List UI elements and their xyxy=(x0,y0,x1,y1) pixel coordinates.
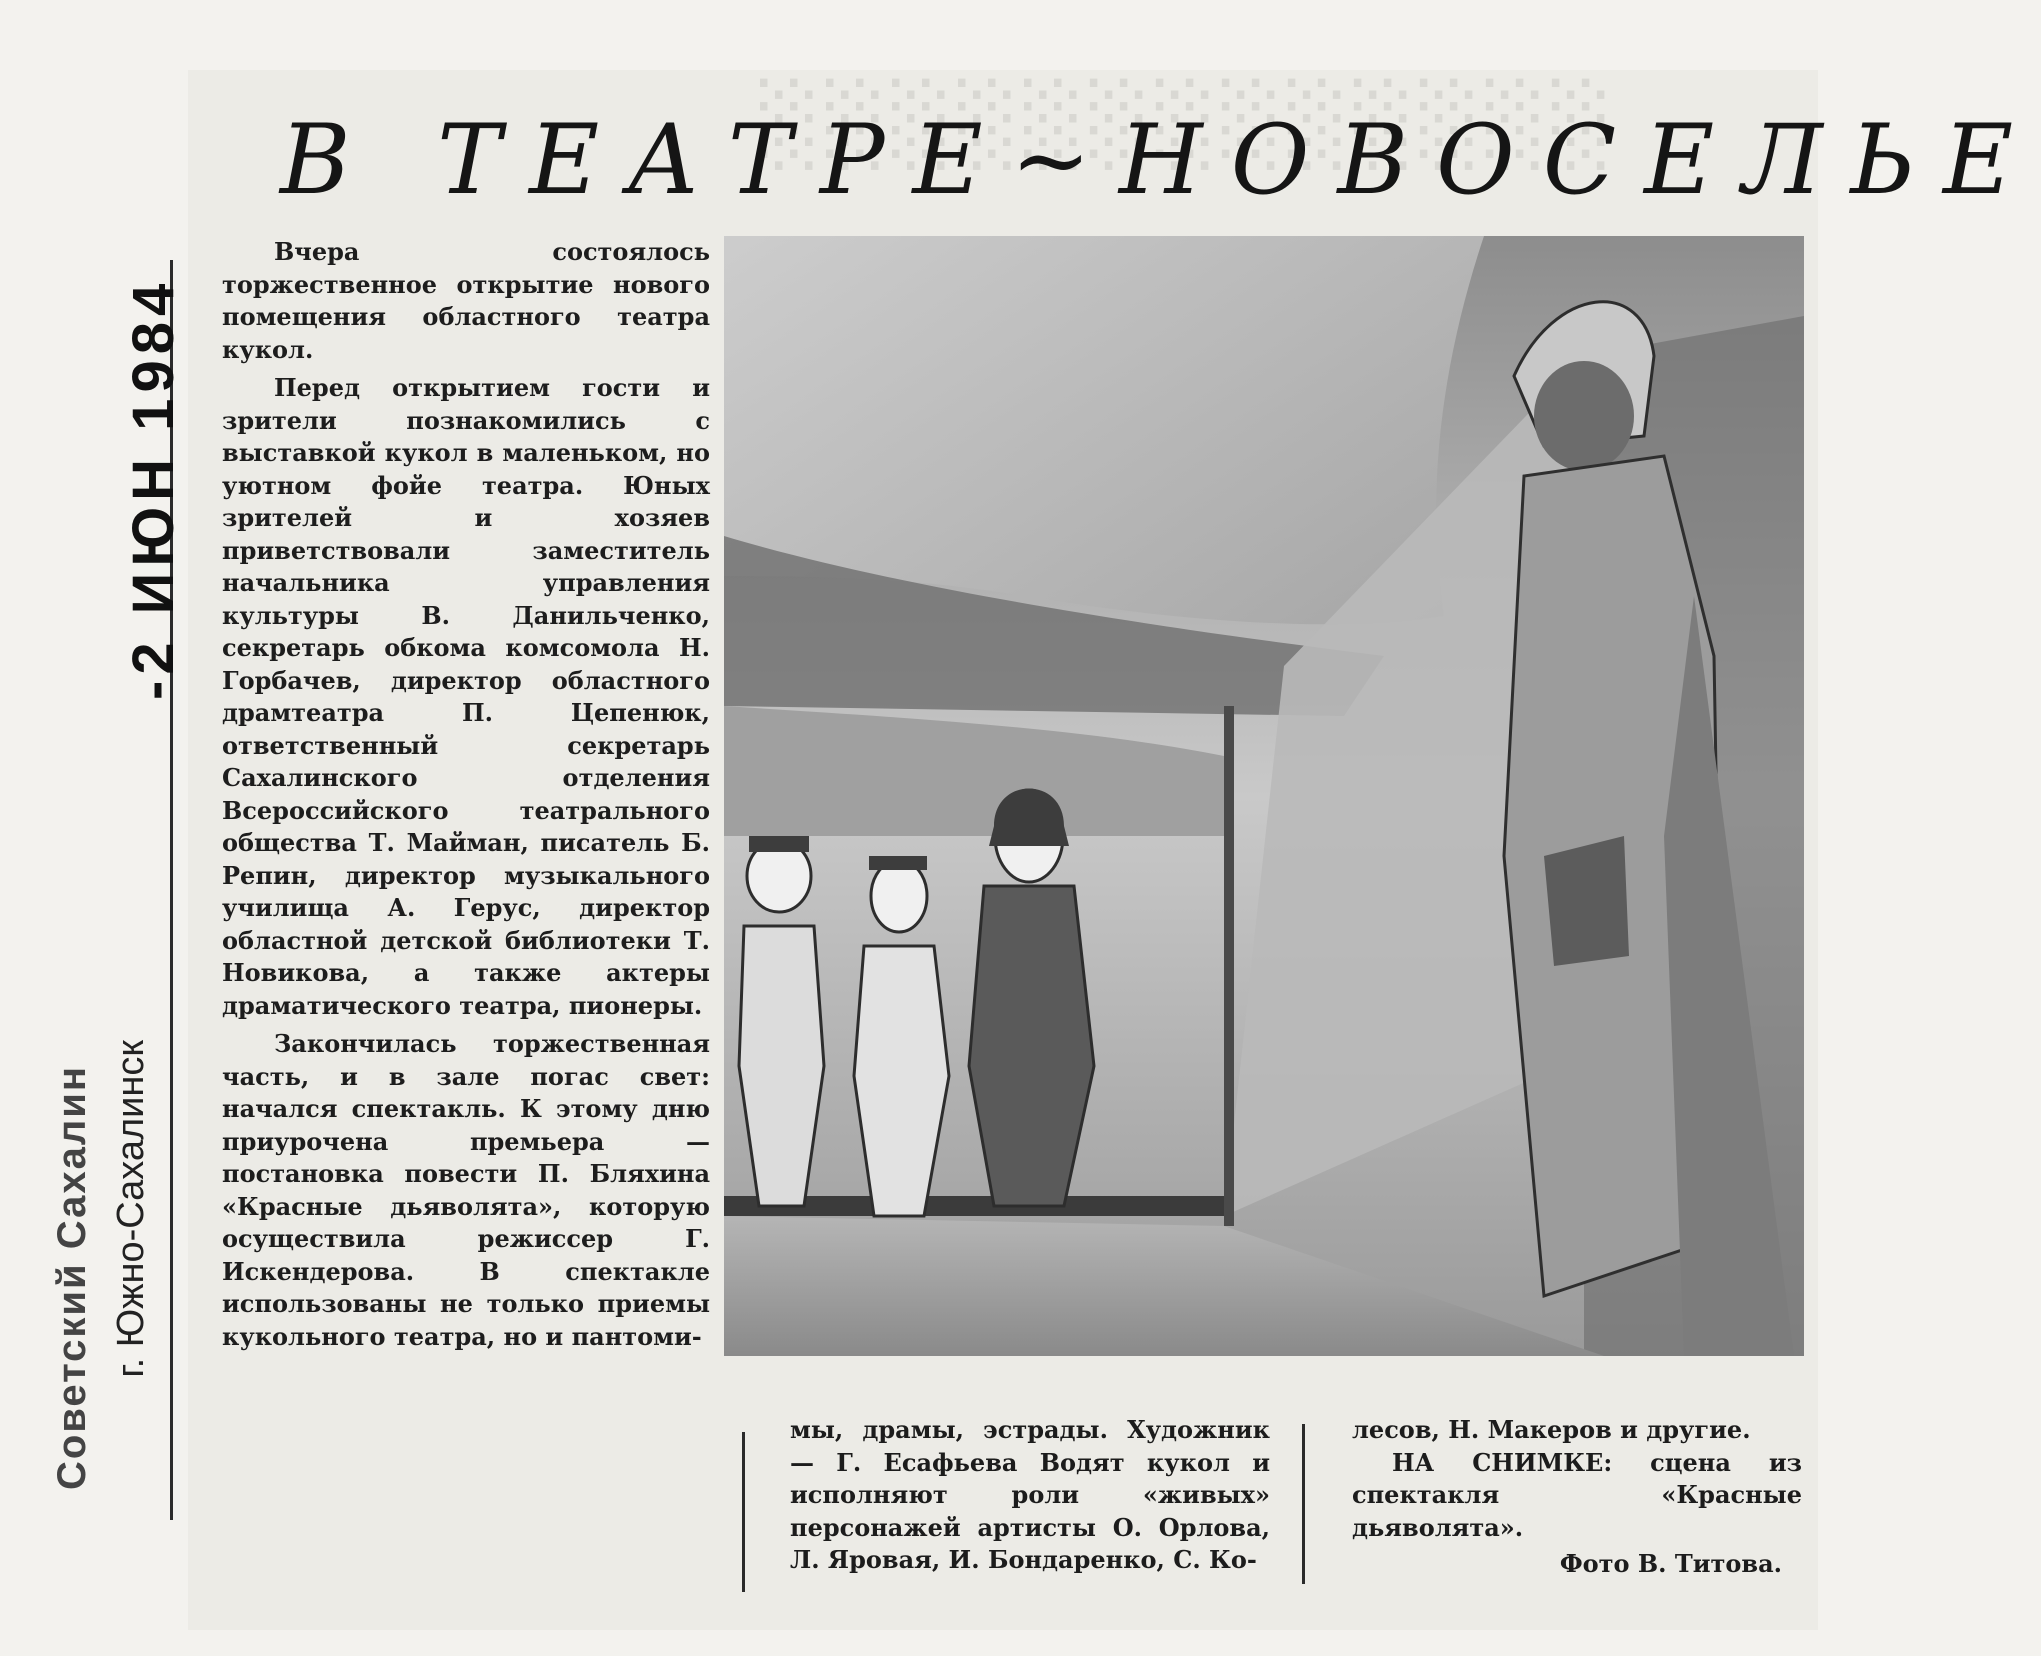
puppet-scene-photo xyxy=(724,236,1804,1356)
article-column-middle xyxy=(790,1414,1270,1577)
article-paragraph: Вчера состоялось торжественное открытие нового помещения областного театра кукол. xyxy=(222,237,710,364)
photo-caption xyxy=(1352,1447,1802,1545)
article-column-right xyxy=(1352,1414,1802,1581)
stamp-date: -2 ИЮН 1984 xyxy=(121,277,186,700)
article-paragraph: Перед открытием гости и зрители познакомились с выставкой кукол в маленьком, но уютном фойе театра. Юных зрителей и хозяев приветствовали заместитель начальника управления культуры В. Данильченко, секретарь обкома комсомола Н. Горбачев, директор областного драмтеатра П. Цепенюк, ответственный секретарь Сахалинского отделения Всероссийского театрального общества Т. Майман, писатель Б. Репин, директор музыкального училища А. Герус, директор областной детской библиотеки Т. Новикова, а также актеры драматического театра, пионеры. xyxy=(222,373,710,1020)
article-paragraph: лесов, Н. Макеров и другие. xyxy=(1352,1415,1751,1444)
photo-credit: Фото В. Титова. xyxy=(1559,1549,1782,1578)
column-divider xyxy=(1302,1424,1305,1584)
article-paragraph: Закончилась торжественная часть, и в зале погас свет: начался спектакль. К этому дню приурочена премьера — постановка повести П. Бляхина «Красные дьяволята», которую осуществила режиссер Г. Искендерова. В спектакле использованы не только приемы кукольного театра, но и пантоми- xyxy=(222,1029,710,1351)
article-column-left xyxy=(222,236,710,1359)
column-divider xyxy=(742,1432,745,1592)
stamp-city: г. Южно-Сахалинск xyxy=(110,1040,152,1378)
caption-label: НА СНИМКЕ: xyxy=(1392,1447,1613,1477)
stamp-newspaper: Советский Сахалин xyxy=(50,1065,94,1490)
headline: В ТЕАТРЕ~НОВОСЕЛЬЕ xyxy=(280,104,2041,216)
article-paragraph: мы, драмы, эстрады. Художник — Г. Есафьева Водят кукол и исполняют роли «живых» персонажей артисты О. Орлова, Л. Яровая, И. Бондаренко, С. Ко- xyxy=(790,1415,1270,1574)
caption-text: сцена из спектакля «Красные дьяволята». xyxy=(1352,1447,1802,1542)
